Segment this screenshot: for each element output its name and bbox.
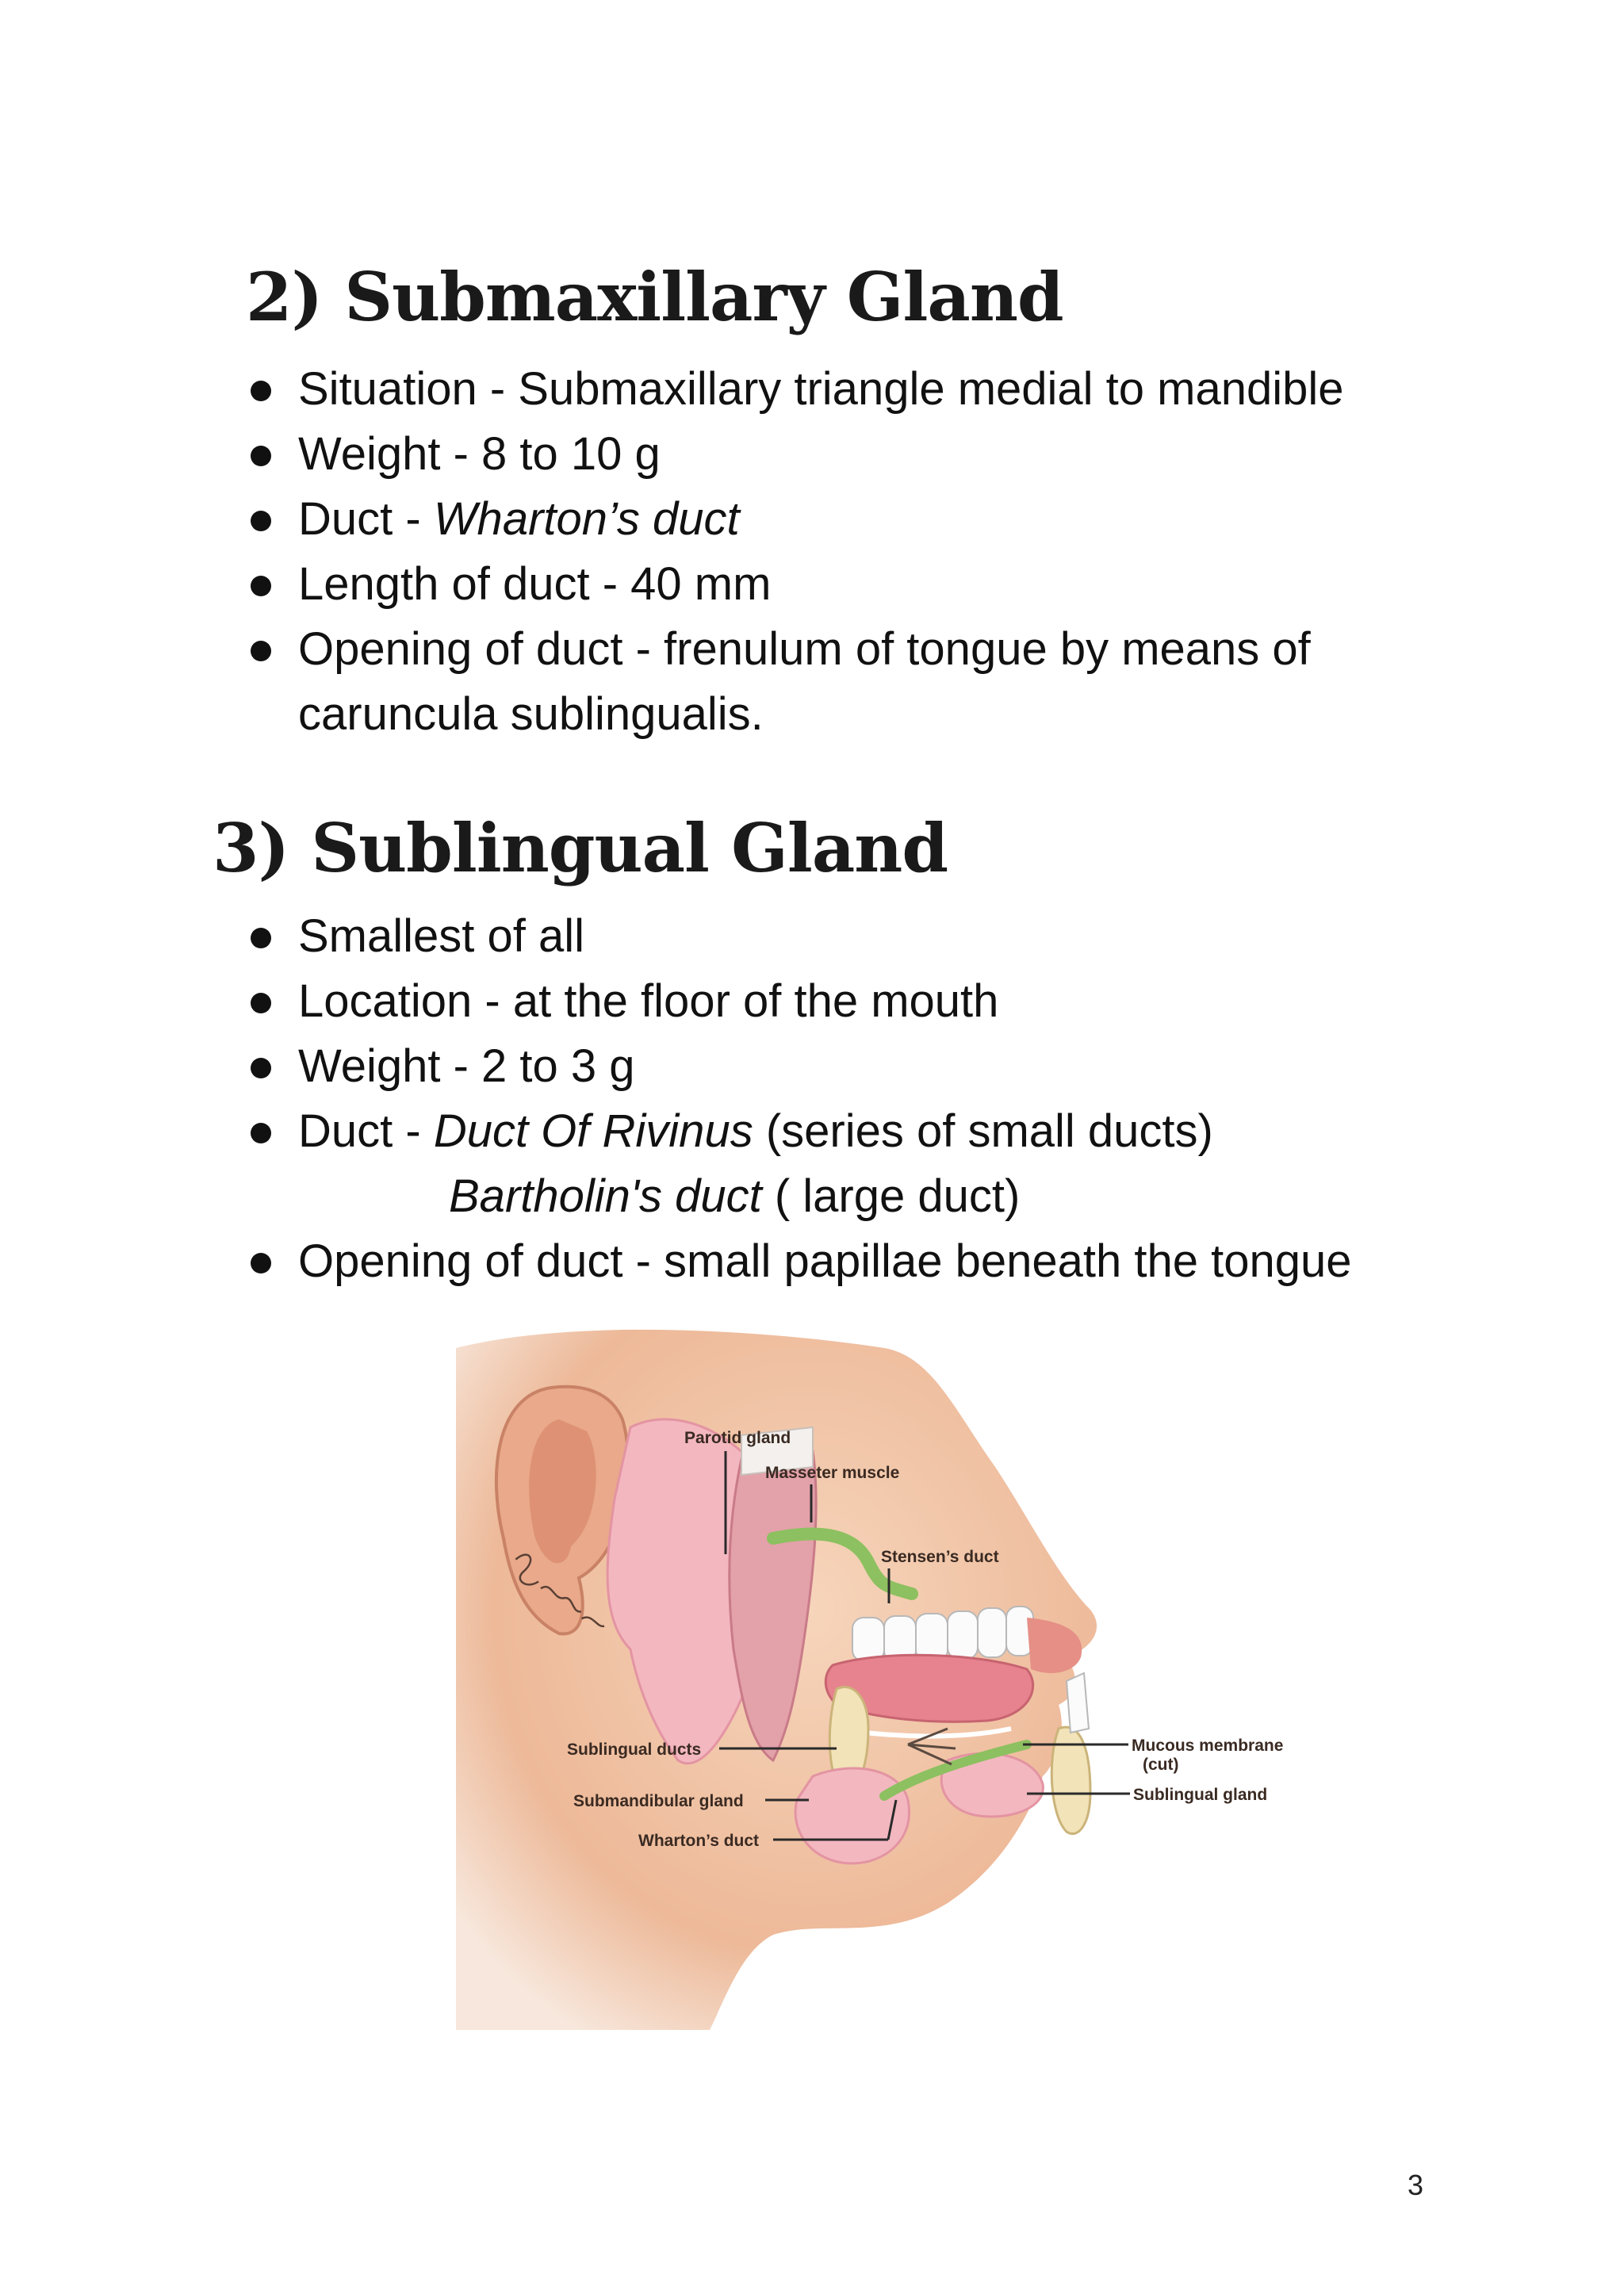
- section-3-heading: 3) Sublingual Gland: [213, 809, 948, 887]
- list-item: Length of duct - 40 mm: [246, 552, 1344, 617]
- list-item: Smallest of all: [246, 904, 1351, 969]
- list-item: Location - at the floor of the mouth: [246, 969, 1351, 1034]
- bullet-icon: [251, 993, 271, 1013]
- list-item: Duct - Wharton’s duct: [246, 487, 1344, 552]
- bullet-icon: [251, 641, 271, 661]
- list-item: Duct - Duct Of Rivinus (series of small ducts) Bartholin's duct ( large duct): [246, 1099, 1351, 1229]
- duct-name: Wharton’s duct: [433, 493, 740, 545]
- label-mucous-membrane-cut: (cut): [1143, 1756, 1179, 1774]
- duct-name: Duct Of Rivinus: [433, 1105, 753, 1157]
- label-sublingual-ducts: Sublingual ducts: [567, 1741, 702, 1759]
- label-stensens-duct: Stensen’s duct: [881, 1548, 999, 1566]
- bullet-icon: [251, 576, 271, 596]
- duct-line-2: Bartholin's duct ( large duct): [449, 1170, 1021, 1222]
- section-3-list: [246, 904, 1351, 1294]
- label-sublingual-gland: Sublingual gland: [1133, 1786, 1268, 1804]
- bullet-icon: [251, 1058, 271, 1078]
- bullet-icon: [251, 928, 271, 948]
- list-item: Weight - 8 to 10 g: [246, 422, 1344, 487]
- bullet-icon: [251, 381, 271, 401]
- bullet-icon: [251, 446, 271, 466]
- list-item: Situation - Submaxillary triangle medial to mandible: [246, 357, 1344, 422]
- label-whartons-duct: Wharton’s duct: [638, 1832, 760, 1850]
- page-number: 3: [1408, 2169, 1424, 2201]
- bullet-icon: [251, 1253, 271, 1273]
- section-2-list: [246, 357, 1344, 747]
- salivary-glands-illustration: [440, 1316, 1289, 2030]
- lower-incisor: [1067, 1673, 1089, 1733]
- label-parotid-gland: Parotid gland: [684, 1429, 791, 1447]
- label-masseter-muscle: Masseter muscle: [765, 1464, 900, 1482]
- mandible-section-right: [1051, 1727, 1090, 1833]
- label-mucous-membrane: Mucous membrane: [1132, 1737, 1284, 1755]
- list-item: Opening of duct - frenulum of tongue by means of caruncula sublingualis.: [246, 617, 1344, 747]
- bullet-icon: [251, 511, 271, 531]
- list-item: Opening of duct - small papillae beneath the tongue: [246, 1229, 1351, 1294]
- bullet-icon: [251, 1123, 271, 1143]
- label-submandibular-gland: Submandibular gland: [573, 1792, 744, 1810]
- section-2-heading: 2) Submaxillary Gland: [246, 258, 1063, 336]
- list-item: Weight - 2 to 3 g: [246, 1034, 1351, 1099]
